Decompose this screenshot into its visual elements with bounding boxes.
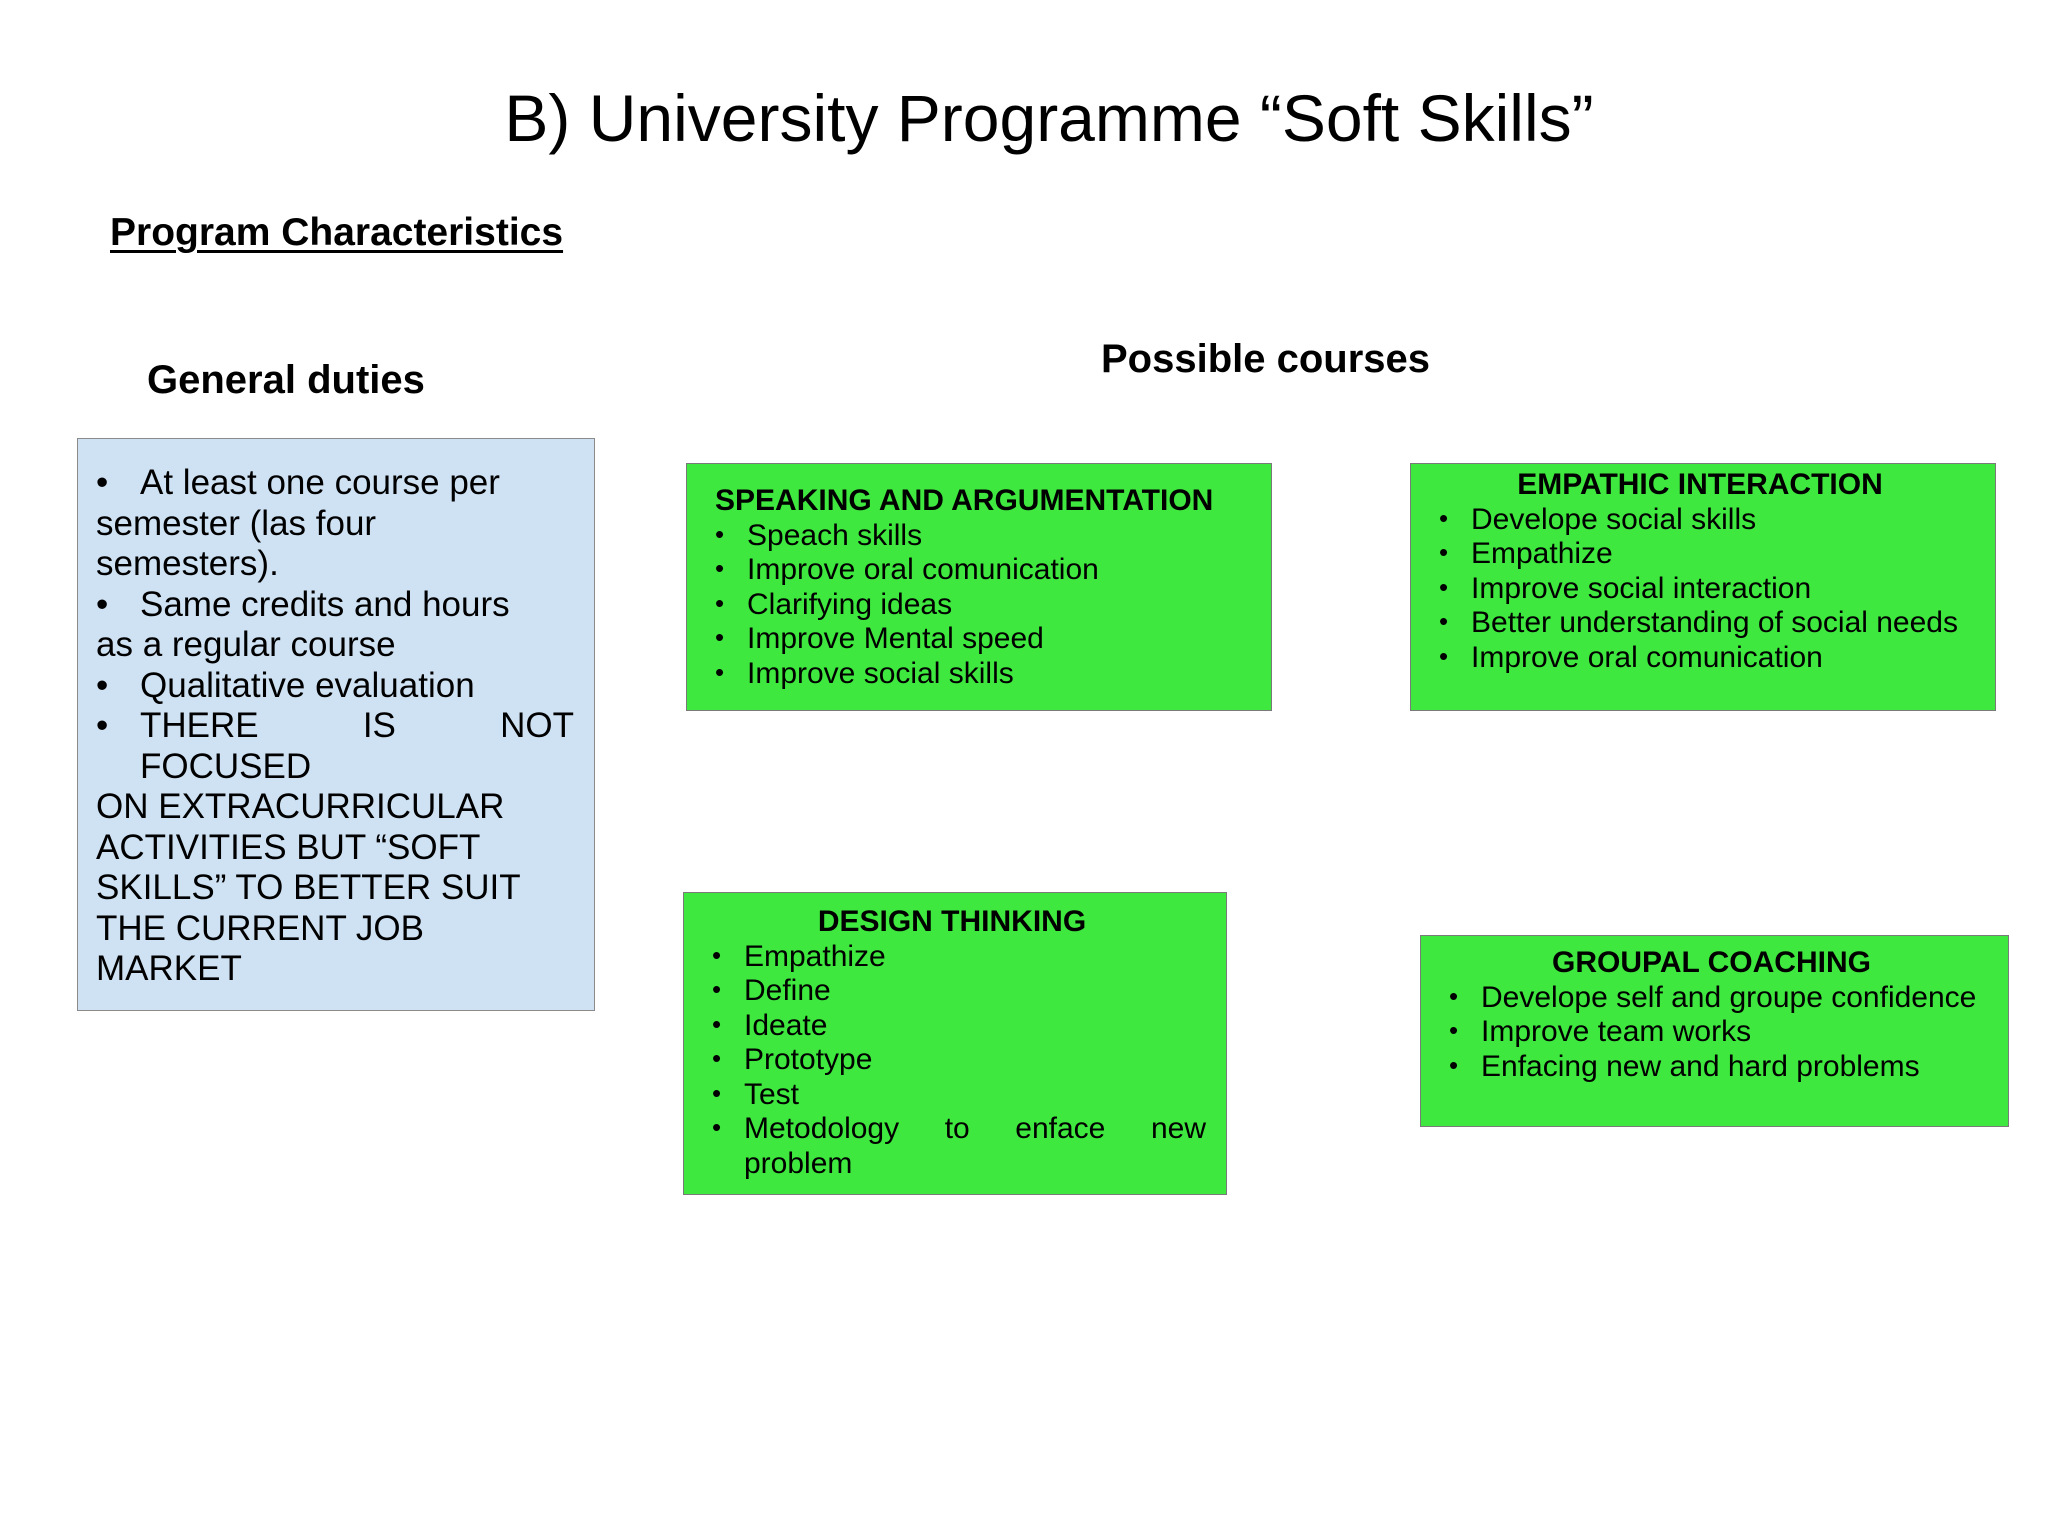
general-duties-box (77, 438, 595, 1011)
course-item: • Clarifying ideas (701, 588, 1257, 623)
possible-courses-heading: Possible courses (1101, 337, 1431, 381)
duty-text: At least one course per (140, 463, 500, 502)
course-item: • Empathize (1425, 537, 1975, 572)
course-box-groupal (1420, 935, 2009, 1127)
bullet-icon: • (96, 584, 109, 624)
duty-text-cont: semester (las four (96, 503, 377, 543)
course-items (698, 940, 1206, 1182)
course-title: EMPATHIC INTERACTION (1517, 468, 1883, 501)
duty-paragraph-line: SKILLS” TO BETTER SUIT (96, 868, 521, 907)
course-title: GROUPAL COACHING (1552, 946, 1871, 979)
course-item: • Improve social interaction (1425, 572, 1975, 607)
duty-word: THERE (140, 706, 259, 745)
bullet-icon: • (96, 706, 109, 745)
bullet-icon: • (96, 665, 109, 705)
duty-text-cont: FOCUSED (140, 746, 312, 786)
duty-text: Same credits and hours (140, 584, 510, 624)
duty-paragraph-line: THE CURRENT JOB (96, 908, 424, 948)
course-items (1435, 981, 1988, 1085)
section-heading: Program Characteristics (110, 211, 564, 254)
course-box-speaking (686, 463, 1272, 711)
course-items (701, 519, 1257, 692)
bullet-icon: • (96, 463, 109, 502)
course-item: • Empathize (698, 940, 1206, 975)
course-item: • Test (698, 1078, 1206, 1113)
course-item: • Improve oral comunication (701, 553, 1257, 588)
course-item: • Develope self and groupe confidence (1435, 981, 1988, 1016)
course-item: • Prototype (698, 1043, 1206, 1078)
course-item: • Metodology to enface new problem (698, 1112, 1206, 1181)
duty-item (96, 666, 574, 707)
duty-item (96, 463, 574, 504)
duty-word: IS (362, 706, 396, 745)
duty-item (96, 585, 574, 626)
course-item: • Define (698, 974, 1206, 1009)
course-box-design (683, 892, 1227, 1195)
course-item: • Better understanding of social needs (1425, 606, 1975, 641)
duty-text-cont: as a regular course (96, 625, 396, 664)
course-items (1425, 503, 1975, 676)
duty-paragraph-line: MARKET (96, 949, 242, 988)
duty-text-cont: semesters). (96, 544, 279, 583)
course-title: DESIGN THINKING (817, 905, 1087, 938)
slide-title: B) University Programme “Soft Skills” (504, 81, 1594, 155)
course-item: • Ideate (698, 1009, 1206, 1044)
course-item: • Improve social skills (701, 657, 1257, 692)
duty-paragraph-line: ON EXTRACURRICULAR (96, 787, 505, 826)
general-duties-heading: General duties (147, 358, 425, 402)
course-box-empathic (1410, 463, 1996, 711)
duty-paragraph-line: ACTIVITIES BUT “SOFT (96, 827, 481, 867)
course-item: • Develope social skills (1425, 503, 1975, 538)
duty-word: NOT (500, 706, 574, 745)
course-item: • Speach skills (701, 519, 1257, 554)
duty-item (96, 706, 574, 747)
duty-text: Qualitative evaluation (140, 665, 475, 705)
course-title: SPEAKING AND ARGUMENTATION (715, 484, 1214, 517)
course-item: • Improve Mental speed (701, 622, 1257, 657)
course-item: • Enfacing new and hard problems (1435, 1050, 1988, 1085)
course-item: • Improve team works (1435, 1015, 1988, 1050)
course-item: • Improve oral comunication (1425, 641, 1975, 676)
